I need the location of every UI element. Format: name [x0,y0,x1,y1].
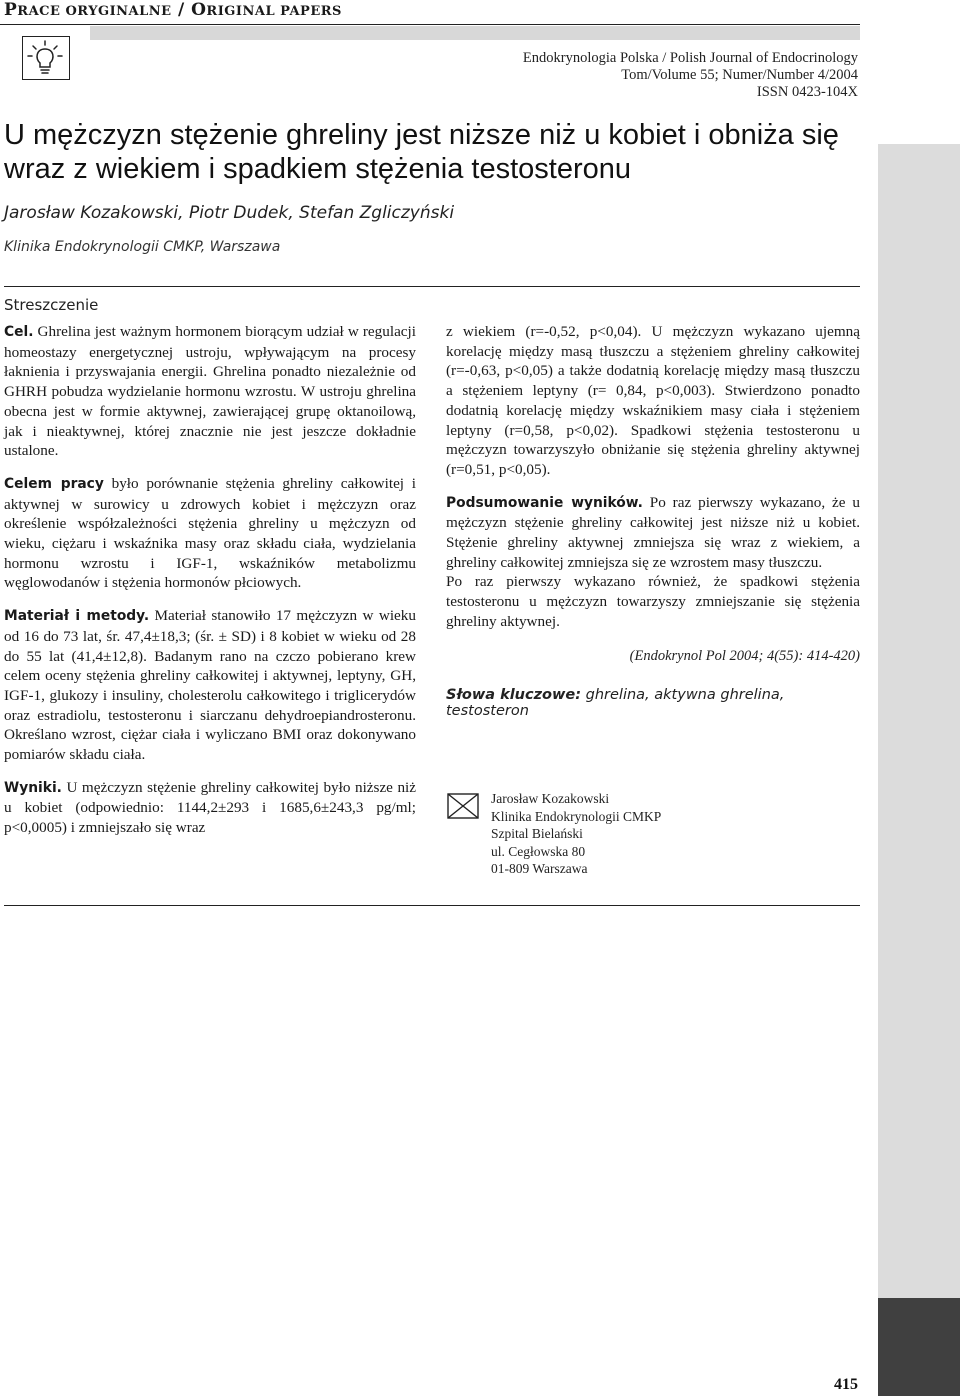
envelope-x-icon [447,793,479,819]
side-band [878,144,960,1394]
authors: Jarosław Kozakowski, Piotr Dudek, Stefan Zgliczyński [4,203,455,223]
citation: (Endokrynol Pol 2004; 4(55): 414-420) [629,647,860,664]
affiliation: Klinika Endokrynologii CMKP, Warszawa [4,239,281,255]
abstract-objective-paragraph: Celem pracy było porównanie stężenia ghreliny całkowitej i aktywnej w surowicy u zdrowych kobiet i mężczyzn oraz określenie współzależności stężenia ghreliny u mężczyzn od wieku, ciężaru i wskaźnika masy oraz składu ciała, wydzielania hormonu wzrostu i IGF-1, wskaźników metabolizmu węglowodanów i stężenia hormonów płciowych. [4,474,416,592]
abstract-top-rule [4,286,860,287]
keywords: Słowa kluczowe: ghrelina, aktywna ghrelina, testosteron [446,686,785,719]
lightbulb-icon [22,36,70,80]
side-band-dark [878,1298,960,1396]
header-rule [0,24,860,25]
abstract-bottom-rule [4,905,860,906]
header-grey-bar [90,26,860,40]
abstract-aim-paragraph: Cel. Ghrelina jest ważnym hormonem biorącym udział w regulacji homeostazy energetycznej ustroju, wpływającym na procesy łaknienia i przyswajania energii. Ghrelina ponadto niezależnie od GHRH pobudza wydzielanie hormonu wzrostu. W ustroju ghrelina obecna jest w formie aktywnej, zawierającej grupę oktanoilową, jak i nieaktywnej, której znacznie nie jest jeszcze dokładnie ustalone. [4,323,416,460]
article-title: U mężczyzn stężenie ghreliny jest niższe niż u kobiet i obniża się wraz z wiekiem i spadkiem stężenia testosteronu [4,119,839,185]
correspondence-address: Jarosław Kozakowski Klinika Endokrynologii CMKP Szpital Bielański ul. Cegłowska 80 01-809 Warszawa [491,791,662,876]
abstract-left-column [4,322,416,838]
page-number: 415 [834,1376,858,1393]
abstract-results-paragraph: Wyniki. U mężczyzn stężenie ghreliny całkowitej było niższe niż u kobiet (odpowiednio: 1144,2±293 i 1685,6±243,3 pg/ml; p<0,0005) i zmniejszało się wraz [4,778,416,837]
abstract-results-continued: z wiekiem (r=-0,52, p<0,04). U mężczyzn wykazano ujemną korelację między masą tłuszczu a stężeniem ghreliny całkowitej (r=-0,63, p<0,05) a także dodatnią korelację między masą tłuszczu a stężeniem leptyny (r= 0,84, p<0,003). Stwierdzono ponadto dodatnią korelację między wskaźnikiem masy ciała i stężeniem leptyny (r=0,58, p<0,02). Spadkowi stężenia testosteronu u mężczyzn towarzyszyło obniżanie się stężenia ghreliny aktywnej (r=0,51, p<0,05). [446,323,860,478]
journal-name: Endokrynologia Polska / Polish Journal of Endocrinology [522,50,858,66]
section-header: PRACE ORYGINALNE / ORIGINAL PAPERS [4,0,342,20]
abstract-heading: Streszczenie [4,296,99,314]
abstract-summary-paragraph: Podsumowanie wyników. Po raz pierwszy wykazano, że u mężczyzn stężenie ghreliny całkowitej jest niższe niż u kobiet. Stężenie ghreliny aktywnej zmniejsza się wraz z wiekiem, a ghreliny całkowitej zmniejsza się ze wzrostem masy tłuszczu. [446,493,860,571]
abstract-summary-paragraph-2: Po raz pierwszy wykazano również, że spadkowi stężenia testosteronu u mężczyzn towarzyszy zmniejszanie się stężenia ghreliny aktywnej. [446,573,860,630]
journal-issn: ISSN 0423-104X [756,84,858,100]
abstract-methods-paragraph: Materiał i metody. Materiał stanowiło 17 mężczyzn w wieku od 16 do 73 lat, śr. 47,4±18,3; (śr. ± SD) i 8 kobiet w wieku od 28 do 55 lat (41,4±12,8). Badanym rano na czczo pobierano krew celem oceny stężenia ghreliny całkowitej i aktywnej, leptyny, GH, IGF-1, glukozy i insuliny, cholesterolu całkowitego i triglicerydów oraz estradiolu, testosteronu i siarczanu dehydroepiandrosteronu. Określano wzrost, ciężar ciała i wyliczano BMI oraz dokonywano pomiarów składu ciała. [4,607,416,764]
abstract-right-column [446,322,860,719]
journal-volume: Tom/Volume 55; Numer/Number 4/2004 [621,67,858,83]
journal-info [523,50,858,101]
